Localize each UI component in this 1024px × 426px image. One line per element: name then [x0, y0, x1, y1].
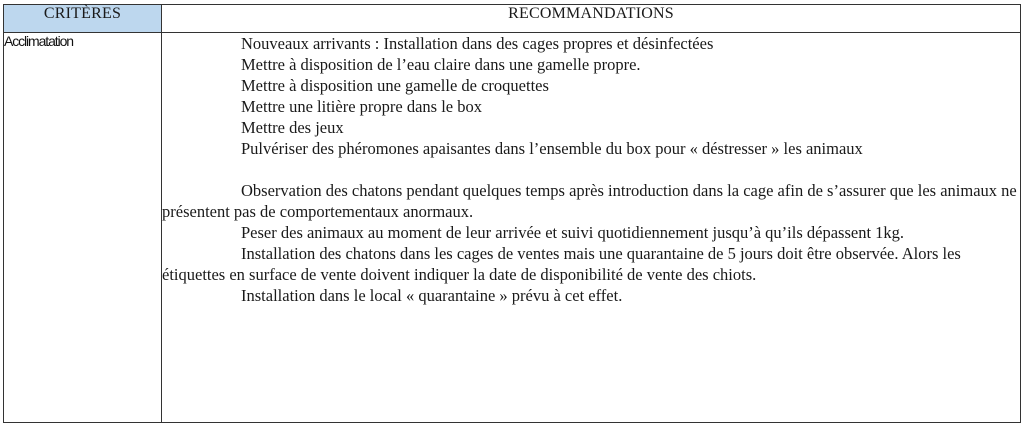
recommendations-table [3, 4, 1021, 423]
recommendation-paragraph: Peser des animaux au moment de leur arrivée et suivi quotidiennement jusqu’à qu’ils dépassent 1kg. [241, 223, 905, 242]
recommendation-line: Nouveaux arrivants : Installation dans des cages propres et désinfectées [241, 34, 714, 53]
recommendation-line: Mettre une litière propre dans le box [241, 97, 482, 116]
table-row [4, 33, 1021, 423]
recommendations-cell [162, 33, 1021, 423]
paragraph-gap [162, 159, 1020, 180]
recommendation-paragraph: Installation dans le local « quarantaine » prévu à cet effet. [241, 286, 623, 305]
recommendations-header: RECOMMANDATIONS [162, 5, 1021, 33]
criteria-header: CRITÈRES [4, 5, 162, 33]
recommendation-line: Mettre à disposition une gamelle de croquettes [241, 76, 549, 95]
recommendation-line: Mettre des jeux [241, 118, 344, 137]
recommendation-paragraph: Observation des chatons pendant quelques temps après introduction dans la cage afin de s’assurer que les animaux ne présentent pas de comportementaux anormaux. [162, 181, 1017, 221]
recommendation-line: Mettre à disposition de l’eau claire dans une gamelle propre. [241, 55, 641, 74]
recommendation-line: Pulvériser des phéromones apaisantes dans l’ensemble du box pour « déstresser » les animaux [241, 139, 863, 158]
recommendation-paragraph: Installation des chatons dans les cages de ventes mais une quarantaine de 5 jours doit être observée. Alors les étiquettes en surface de vente doivent indiquer la date de disponibilité de vente des chiots. [162, 244, 961, 284]
header-row [4, 5, 1021, 33]
criterion-cell: Acclimatation [4, 33, 162, 423]
